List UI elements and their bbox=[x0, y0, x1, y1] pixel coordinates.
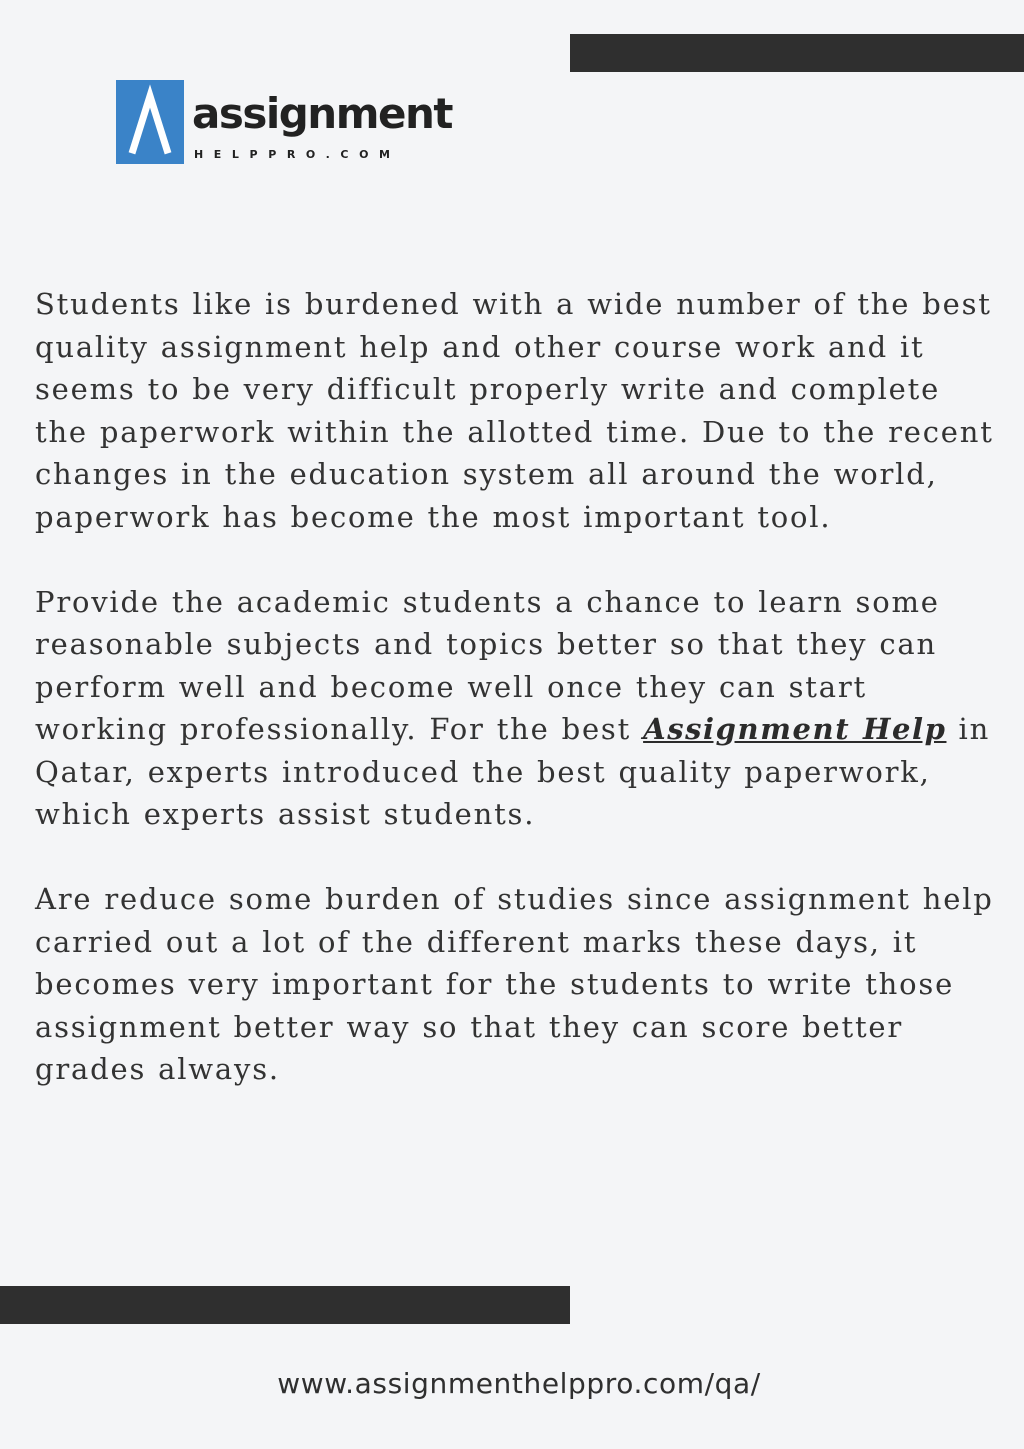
paragraph-2 bbox=[35, 581, 995, 836]
text-line: the paperwork within the allotted time. Due to the recent bbox=[35, 414, 994, 449]
text-line-with-link bbox=[35, 708, 995, 751]
text-line: carried out a lot of the different marks these days, it bbox=[35, 924, 918, 959]
text-line: reasonable subjects and topics better so that they can bbox=[35, 627, 937, 661]
bottom-decorative-bar bbox=[0, 1286, 570, 1324]
assignment-help-link[interactable]: Assignment Help bbox=[643, 712, 947, 746]
text-line: paperwork has become the most important tool. bbox=[35, 499, 832, 534]
text-line: changes in the education system all around the world, bbox=[35, 457, 938, 491]
link-line-after: in bbox=[946, 712, 991, 746]
logo-subtitle: HELPPRO.COM bbox=[194, 148, 401, 161]
text-line: Are reduce some burden of studies since assignment help bbox=[35, 882, 994, 916]
text-line: Students like is burdened with a wide number of the best bbox=[35, 287, 992, 321]
paragraph-3 bbox=[35, 878, 995, 1091]
logo-wordmark: assignment bbox=[192, 89, 452, 138]
a-chevron-logo-icon bbox=[116, 80, 184, 164]
text-line: grades always. bbox=[35, 1052, 280, 1086]
text-line: Qatar, experts introduced the best quality paperwork, bbox=[35, 754, 931, 789]
text-line: assignment better way so that they can score better bbox=[35, 1009, 904, 1044]
text-line: Provide the academic students a chance to learn some bbox=[35, 584, 940, 619]
text-line: which experts assist students. bbox=[35, 797, 536, 831]
text-line: becomes very important for the students to write those bbox=[35, 967, 955, 1001]
paragraph-1 bbox=[35, 283, 995, 538]
footer-url-link[interactable]: www.assignmenthelppro.com/qa/ bbox=[277, 1367, 761, 1400]
text-line: perform well and become well once they can start bbox=[35, 669, 867, 704]
text-line: seems to be very difficult properly write and complete bbox=[35, 372, 941, 406]
article-body bbox=[35, 283, 995, 1133]
text-line: quality assignment help and other course work and it bbox=[35, 329, 925, 364]
link-line-before: working professionally. For the best bbox=[35, 712, 644, 746]
site-logo[interactable] bbox=[116, 80, 452, 166]
top-decorative-bar bbox=[570, 34, 1024, 72]
